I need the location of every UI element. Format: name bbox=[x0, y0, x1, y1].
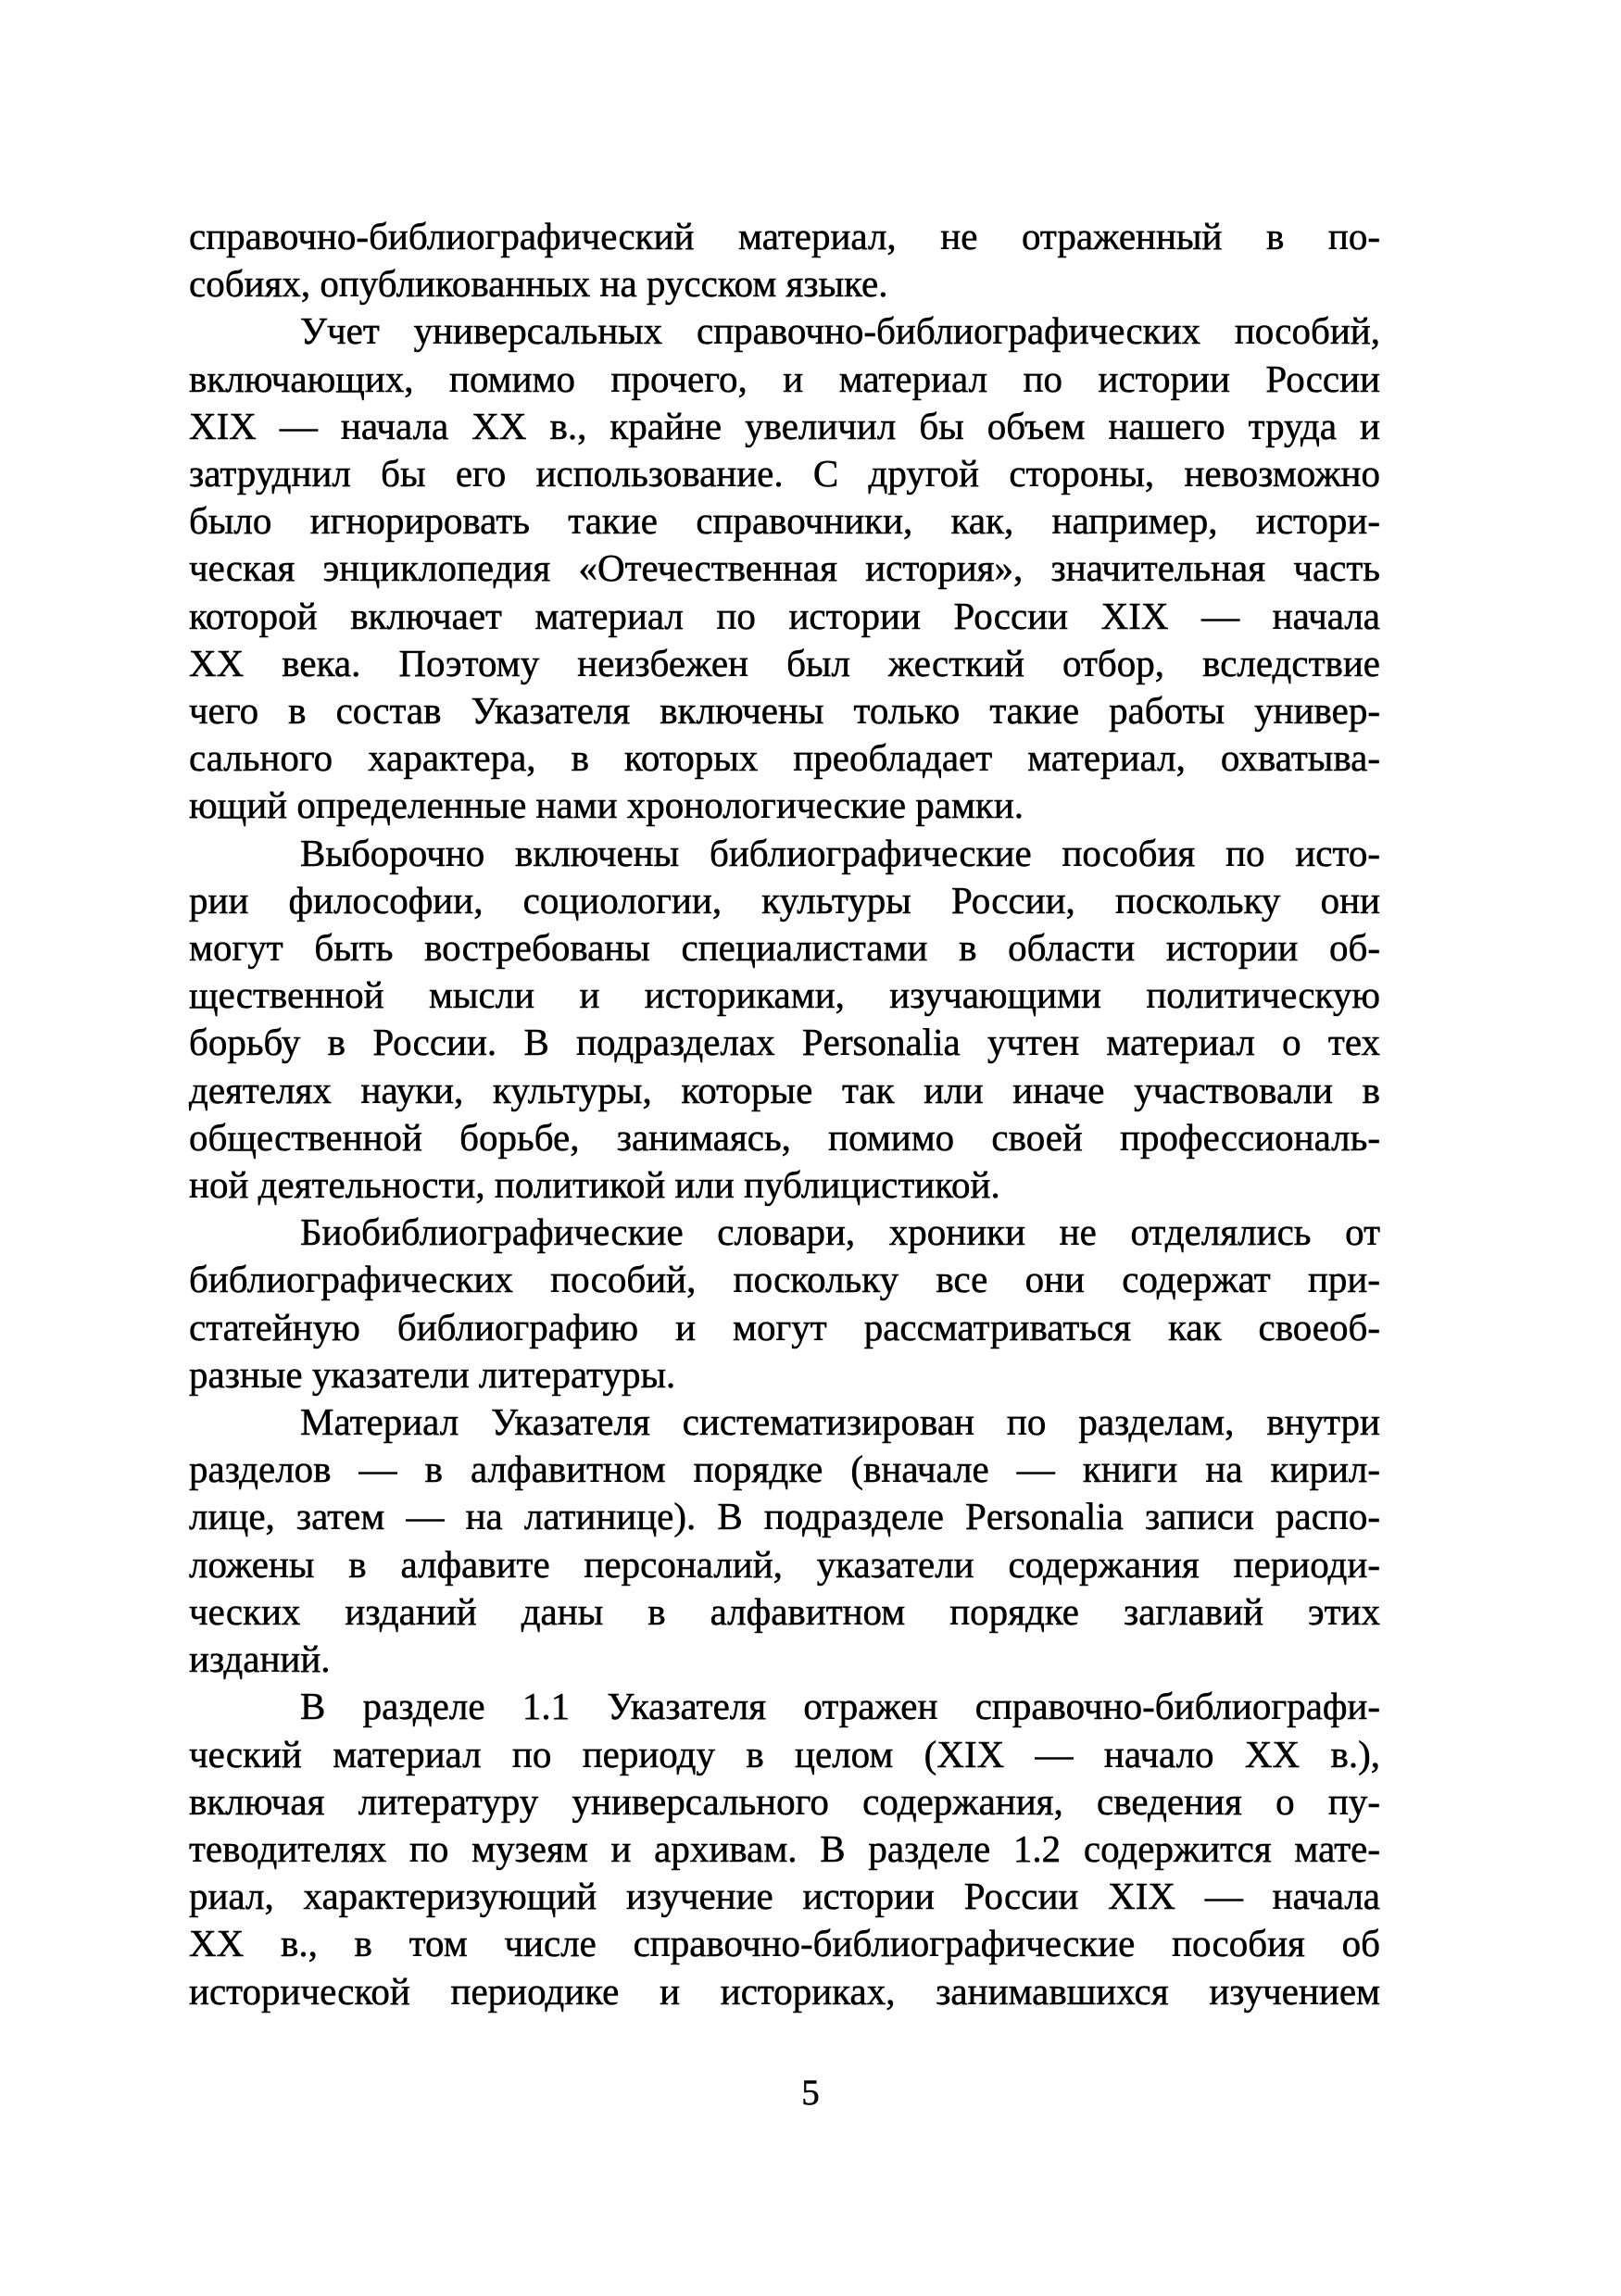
text-line: риал, характеризующий изучение истории России XIX — начала bbox=[189, 1875, 1380, 1918]
text-line: разные указатели литературы. bbox=[189, 1352, 676, 1396]
text-line: которой включает материал по истории России XIX — начала bbox=[189, 594, 1380, 637]
text-line: ческий материал по периоду в целом (XIX — начало XX в.), bbox=[189, 1732, 1380, 1775]
text-line: затруднил бы его использование. С другой стороны, невозможно bbox=[189, 452, 1380, 496]
text-line: Выборочно включены библиографические пособия по исто- bbox=[300, 831, 1380, 874]
text-line: ложены в алфавите персоналий, указатели содержания периоди- bbox=[189, 1542, 1380, 1586]
text-line: включающих, помимо прочего, и материал по истории России bbox=[189, 357, 1380, 400]
text-line: справочно-библиографический материал, не отраженный в по- bbox=[189, 215, 1380, 257]
text-line: разделов — в алфавитном порядке (вначале — книги на кирил- bbox=[189, 1448, 1380, 1491]
text-line: XX века. Поэтому неизбежен был жесткий отбор, вследствие bbox=[189, 641, 1380, 684]
text-line: рии философии, социологии, культуры России, поскольку они bbox=[189, 878, 1380, 922]
text-line: борьбу в России. В подразделах Personalia учтен материал о тех bbox=[189, 1021, 1380, 1064]
text-line: теводителях по музеям и архивам. В разделе 1.2 содержится мате- bbox=[189, 1826, 1380, 1870]
text-line: чего в состав Указателя включены только такие работы универ- bbox=[189, 689, 1380, 733]
text-line: ющий определенные нами хронологические рамки. bbox=[189, 784, 1024, 827]
text-line: собиях, опубликованных на русском языке. bbox=[189, 262, 888, 306]
text-line: XIX — начала XX в., крайне увеличил бы объем нашего труда и bbox=[189, 404, 1380, 447]
text-line: сального характера, в которых преобладает материал, охватыва- bbox=[189, 736, 1380, 780]
text-line: включая литературу универсального содержания, сведения о пу- bbox=[189, 1779, 1380, 1823]
text-line: щественной мысли и историками, изучающими политическую bbox=[189, 973, 1380, 1017]
text-line: Биобиблиографические словари, хроники не отделялись от bbox=[300, 1211, 1380, 1254]
text-line: изданий. bbox=[189, 1637, 331, 1681]
text-line: XX в., в том числе справочно-библиографические пособия об bbox=[189, 1922, 1380, 1965]
text-line: ческая энциклопедия «Отечественная история», значительная часть bbox=[189, 546, 1380, 590]
text-line: было игнорировать такие справочники, как, например, истори- bbox=[189, 499, 1380, 543]
text-line: Учет универсальных справочно-библиографических пособий, bbox=[300, 309, 1380, 353]
text-line: ческих изданий даны в алфавитном порядке заглавий этих bbox=[189, 1589, 1380, 1633]
text-line: общественной борьбе, занимаясь, помимо своей профессиональ- bbox=[189, 1115, 1380, 1159]
page-text bbox=[189, 213, 1380, 2015]
text-line: исторической периодике и историках, занимавшихся изучением bbox=[189, 1969, 1380, 2013]
text-line: статейную библиографию и могут рассматриваться как своеоб- bbox=[189, 1305, 1380, 1349]
text-line: могут быть востребованы специалистами в области истории об- bbox=[189, 926, 1380, 970]
text-line: деятелях науки, культуры, которые так или иначе участвовали в bbox=[189, 1068, 1380, 1111]
text-line: лице, затем — на латинице). В подразделе Personalia записи распо- bbox=[189, 1495, 1380, 1538]
text-line: библиографических пособий, поскольку все они содержат при- bbox=[189, 1258, 1380, 1301]
text-line: ной деятельности, политикой или публицистикой. bbox=[189, 1163, 1000, 1207]
text-line: Материал Указателя систематизирован по разделам, внутри bbox=[300, 1400, 1380, 1444]
page-number: 5 bbox=[801, 2073, 820, 2113]
text-line: В разделе 1.1 Указателя отражен справочно-библиографи- bbox=[300, 1685, 1380, 1728]
